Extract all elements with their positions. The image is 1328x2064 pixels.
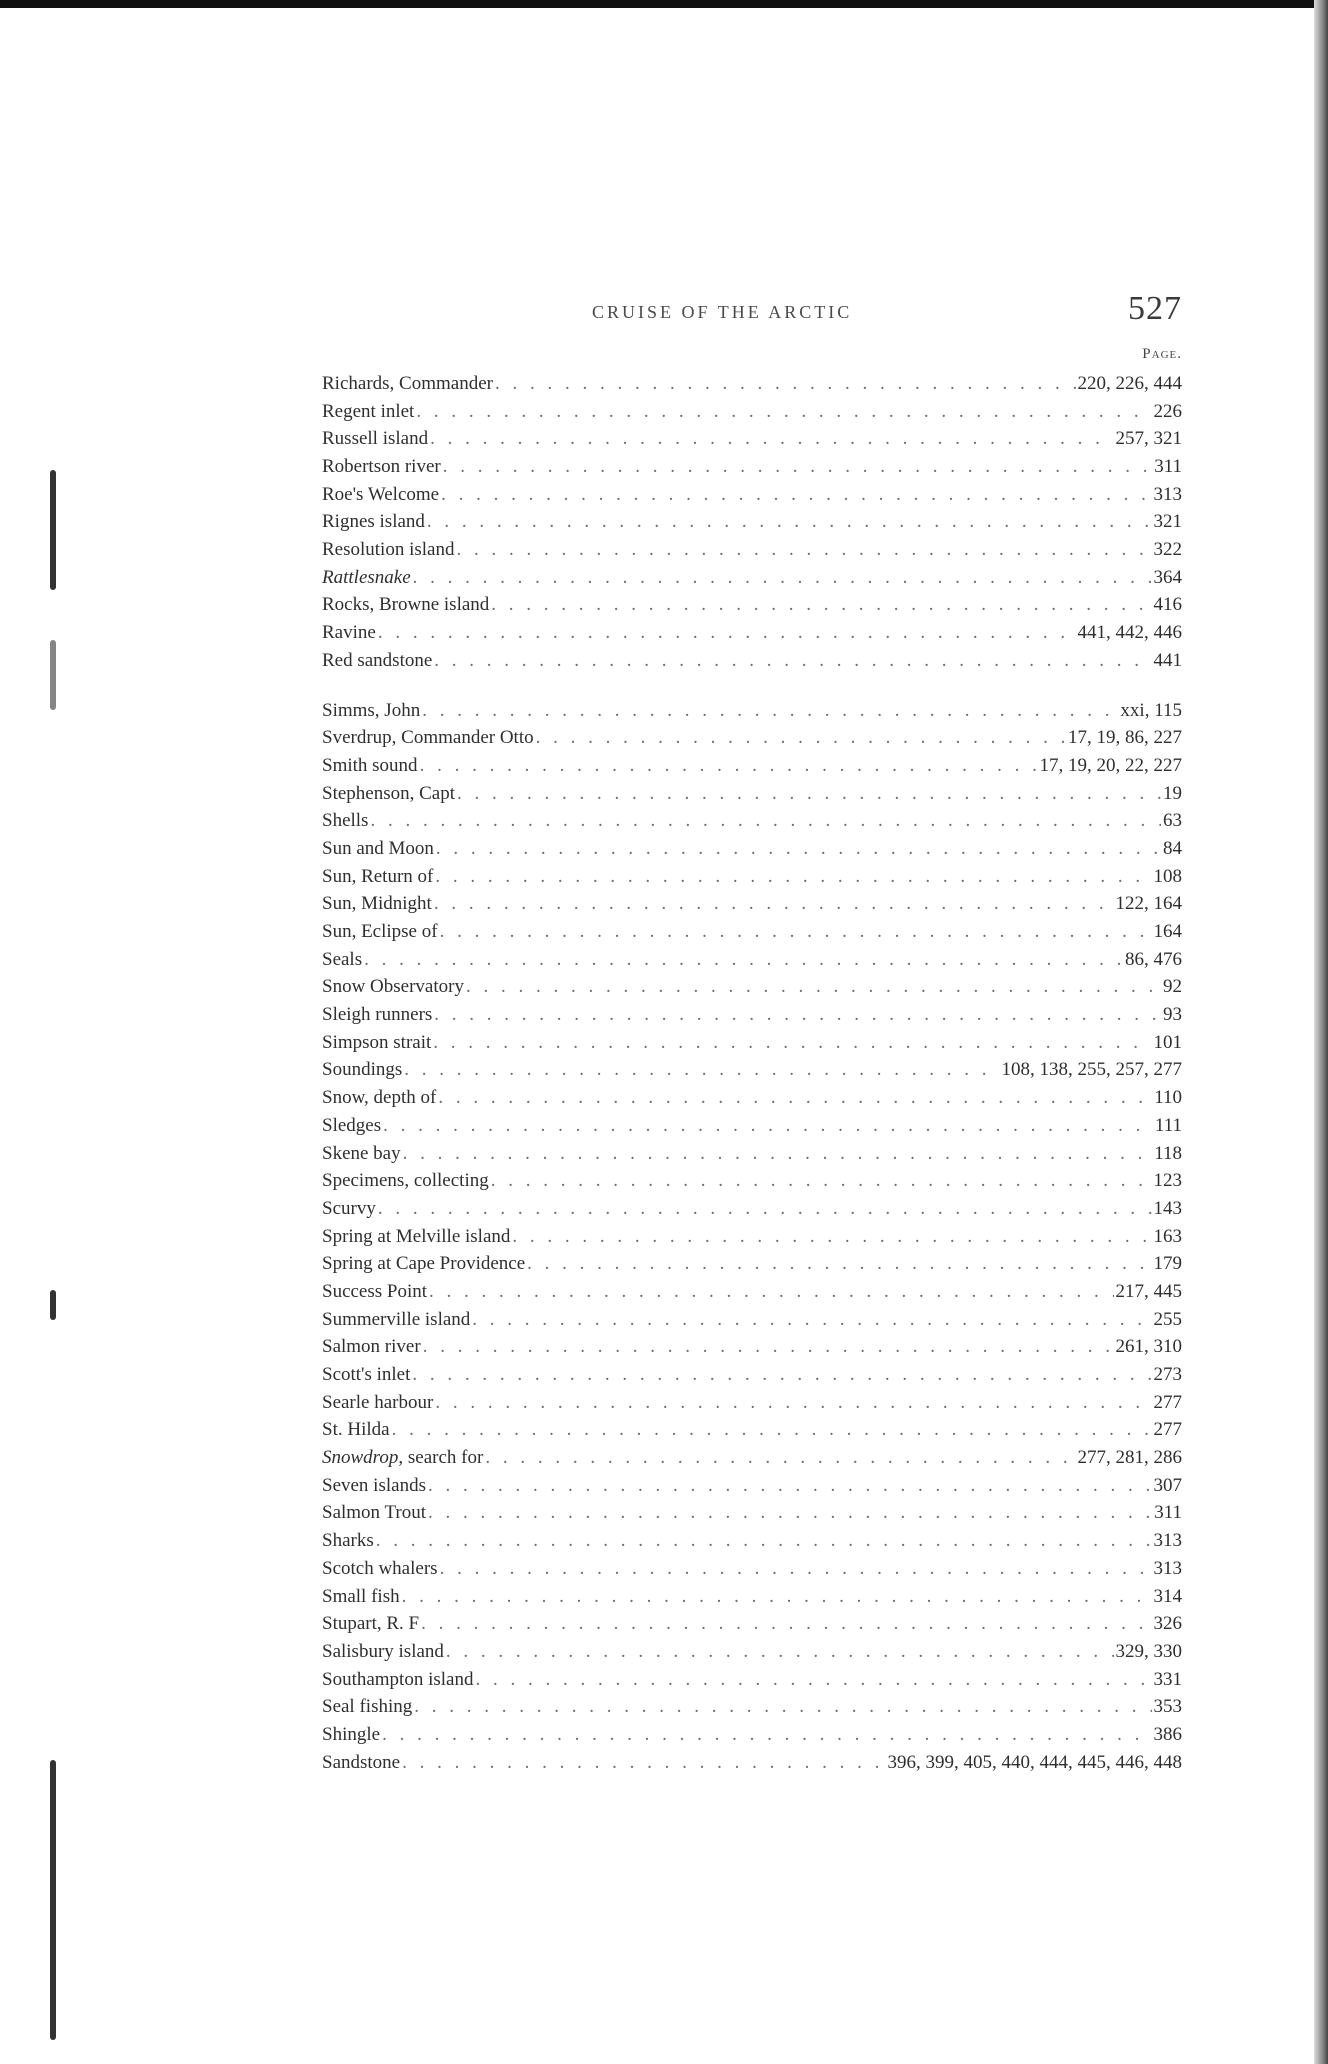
entry-term: Russell island (322, 428, 429, 450)
index-list (322, 370, 1182, 1776)
entry-pages: 441, 442, 446 (1077, 622, 1182, 644)
index-entry (322, 1223, 1182, 1251)
entry-pages: 86, 476 (1125, 948, 1182, 970)
index-entry (322, 863, 1182, 891)
index-entry (322, 1583, 1182, 1611)
entry-term: Sun, Eclipse of (322, 921, 438, 943)
index-page (322, 290, 1182, 1776)
entry-pages: 311 (1154, 456, 1182, 478)
dot-leader (491, 591, 1151, 619)
dot-leader (378, 1195, 1152, 1223)
dot-leader (438, 1084, 1152, 1112)
entry-pages: 163 (1153, 1225, 1182, 1247)
dot-leader (421, 1610, 1151, 1638)
entry-term: Stephenson, Capt (322, 782, 455, 804)
entry-term: Robertson river (322, 456, 441, 478)
entry-term: Red sandstone (322, 649, 433, 671)
entry-term: Spring at Melville island (322, 1225, 511, 1247)
entry-term: Richards, Commander (322, 372, 493, 394)
entry-term: Seven islands (322, 1474, 426, 1496)
entry-term-italic: Snowdrop (322, 1447, 399, 1469)
index-entry (322, 1084, 1182, 1112)
index-entry (322, 1029, 1182, 1057)
dot-leader (428, 1472, 1152, 1500)
dot-leader (435, 863, 1151, 891)
index-entry (322, 370, 1182, 398)
dot-leader (392, 1416, 1152, 1444)
binding-mark (50, 1760, 56, 2040)
index-entry (322, 724, 1182, 752)
dot-leader (382, 1721, 1151, 1749)
dot-leader (402, 1583, 1152, 1611)
entry-term: Stupart, R. F (322, 1613, 420, 1635)
entry-term: Salmon river (322, 1336, 421, 1358)
dot-leader (404, 1056, 999, 1084)
index-entry (322, 890, 1182, 918)
entry-term: Roe's Welcome (322, 483, 440, 505)
dot-leader (416, 398, 1151, 426)
index-entry (322, 453, 1182, 481)
entry-pages: 329, 330 (1115, 1640, 1182, 1662)
entry-pages: 313 (1153, 1530, 1182, 1552)
entry-pages: 93 (1163, 1004, 1182, 1026)
entry-pages: 108 (1153, 865, 1182, 887)
entry-pages: 220, 226, 444 (1077, 372, 1182, 394)
entry-pages: 179 (1153, 1253, 1182, 1275)
index-entry (322, 780, 1182, 808)
entry-term: Sun, Midnight (322, 893, 432, 915)
entry-pages: 110 (1154, 1087, 1182, 1109)
index-entry (322, 946, 1182, 974)
entry-pages: 118 (1154, 1142, 1182, 1164)
entry-term: Small fish (322, 1585, 400, 1607)
entry-term: Southampton island (322, 1668, 474, 1690)
entry-pages: 321 (1153, 511, 1182, 533)
entry-pages: 277, 281, 286 (1077, 1447, 1182, 1469)
index-entry (322, 1140, 1182, 1168)
entry-term: St. Hilda (322, 1419, 390, 1441)
dot-leader (376, 1527, 1152, 1555)
dot-leader (364, 946, 1123, 974)
entry-term: Rocks, Browne island (322, 594, 490, 616)
entry-pages: 331 (1153, 1668, 1182, 1690)
entry-pages: 364 (1153, 566, 1182, 588)
dot-leader (495, 370, 1076, 398)
entry-pages: 396, 399, 405, 440, 444, 445, 446, 448 (887, 1751, 1182, 1773)
index-entry (322, 1057, 1182, 1085)
entry-term: Sverdrup, Commander Otto (322, 727, 534, 749)
dot-leader (434, 647, 1151, 675)
entry-pages: 257, 321 (1115, 428, 1182, 450)
index-entry (322, 752, 1182, 780)
index-entry (322, 1001, 1182, 1029)
entry-pages: 226 (1153, 400, 1182, 422)
entry-term: Resolution island (322, 539, 455, 561)
dot-leader (427, 508, 1152, 536)
entry-pages: 17, 19, 20, 22, 227 (1039, 754, 1182, 776)
dot-leader (430, 425, 1113, 453)
index-entry (322, 1278, 1182, 1306)
dot-leader (378, 619, 1076, 647)
entry-pages: 313 (1153, 483, 1182, 505)
dot-leader (527, 1250, 1151, 1278)
index-entry (322, 508, 1182, 536)
dot-leader (412, 1361, 1151, 1389)
entry-term: Seal fishing (322, 1696, 413, 1718)
entry-pages: 261, 310 (1115, 1336, 1182, 1358)
entry-term: Spring at Cape Providence (322, 1253, 526, 1275)
dot-leader (475, 1666, 1151, 1694)
index-entry (322, 835, 1182, 863)
entry-pages: 311 (1154, 1502, 1182, 1524)
dot-leader (456, 536, 1151, 564)
index-entry (322, 807, 1182, 835)
entry-pages: 307 (1153, 1474, 1182, 1496)
entry-term: Sun, Return of (322, 865, 434, 887)
entry-pages: 353 (1153, 1696, 1182, 1718)
index-entry (322, 1610, 1182, 1638)
index-entry (322, 647, 1182, 675)
entry-term: Scotch whalers (322, 1557, 438, 1579)
entry-pages: 164 (1153, 921, 1182, 943)
index-entry (322, 918, 1182, 946)
entry-term: Summerville island (322, 1308, 471, 1330)
scan-right-edge (1314, 0, 1328, 2064)
index-entry (322, 1638, 1182, 1666)
entry-pages: 84 (1163, 837, 1182, 859)
index-entry (322, 697, 1182, 725)
dot-leader (440, 918, 1152, 946)
index-entry (322, 973, 1182, 1001)
entry-term: Soundings (322, 1059, 403, 1081)
index-entry (322, 481, 1182, 509)
entry-pages: 217, 445 (1115, 1280, 1182, 1302)
dot-leader (436, 835, 1161, 863)
entry-term: Snow, depth of (322, 1087, 437, 1109)
index-entry (322, 1250, 1182, 1278)
index-entry (322, 1527, 1182, 1555)
index-entry (322, 1333, 1182, 1361)
binding-mark (50, 470, 56, 590)
entry-term: Snow Observatory (322, 976, 464, 998)
entry-pages: 326 (1153, 1613, 1182, 1635)
index-entry (322, 536, 1182, 564)
entry-term: Sleigh runners (322, 1004, 433, 1026)
entry-pages: 255 (1153, 1308, 1182, 1330)
entry-term: Rattlesnake (322, 566, 411, 588)
index-entry (322, 1666, 1182, 1694)
dot-leader (422, 697, 1118, 725)
page-column-heading: Page. (1142, 346, 1182, 362)
dot-leader (413, 564, 1152, 592)
entry-pages: 122, 164 (1115, 893, 1182, 915)
dot-leader (428, 1499, 1152, 1527)
dot-leader (423, 1333, 1114, 1361)
entry-term: Shells (322, 810, 369, 832)
dot-leader (383, 1112, 1153, 1140)
entry-pages: 277 (1153, 1391, 1182, 1413)
entry-term: Salisbury island (322, 1640, 444, 1662)
index-entry (322, 592, 1182, 620)
index-entry (322, 1306, 1182, 1334)
dot-leader (512, 1223, 1151, 1251)
dot-leader (434, 890, 1114, 918)
index-entry (322, 619, 1182, 647)
dot-leader (414, 1693, 1151, 1721)
index-entry (322, 1361, 1182, 1389)
entry-pages: 108, 138, 255, 257, 277 (1001, 1059, 1182, 1081)
entry-pages: 273 (1153, 1364, 1182, 1386)
index-entry (322, 1500, 1182, 1528)
entry-pages: 386 (1153, 1723, 1182, 1745)
index-entry (322, 1416, 1182, 1444)
dot-leader (435, 1389, 1151, 1417)
index-entry (322, 1444, 1182, 1472)
entry-term: Skene bay (322, 1142, 401, 1164)
index-entry (322, 398, 1182, 426)
entry-term: Sun and Moon (322, 837, 434, 859)
entry-pages: 17, 19, 86, 227 (1068, 727, 1182, 749)
dot-leader (443, 453, 1152, 481)
dot-leader (370, 807, 1161, 835)
dot-leader (420, 752, 1038, 780)
dot-leader (536, 724, 1066, 752)
entry-pages: 92 (1163, 976, 1182, 998)
entry-pages: xxi, 115 (1120, 699, 1182, 721)
entry-pages: 123 (1153, 1170, 1182, 1192)
entry-term: Searle harbour (322, 1391, 434, 1413)
dot-leader (402, 1749, 885, 1777)
page-number: 527 (1128, 290, 1182, 327)
dot-leader (429, 1278, 1113, 1306)
index-entry (322, 1749, 1182, 1777)
entry-term (322, 1444, 483, 1472)
index-entry (322, 1389, 1182, 1417)
entry-term: Sandstone (322, 1751, 401, 1773)
entry-pages: 63 (1163, 810, 1182, 832)
page-header (322, 290, 1182, 346)
index-entry (322, 1555, 1182, 1583)
index-entry (322, 425, 1182, 453)
index-entry (322, 1721, 1182, 1749)
entry-term: Scott's inlet (322, 1364, 411, 1386)
entry-term: Specimens, collecting (322, 1170, 489, 1192)
entry-term: Rignes island (322, 511, 425, 533)
entry-term: Salmon Trout (322, 1502, 427, 1524)
dot-leader (472, 1306, 1151, 1334)
dot-leader (446, 1638, 1114, 1666)
dot-leader (491, 1167, 1152, 1195)
index-entry (322, 1195, 1182, 1223)
scan-top-edge (0, 0, 1328, 8)
dot-leader (485, 1444, 1075, 1472)
entry-pages: 322 (1153, 539, 1182, 561)
running-title: CRUISE OF THE ARCTIC (592, 302, 853, 322)
binding-mark (50, 1290, 56, 1320)
group-separator (322, 675, 1182, 697)
dot-leader (466, 973, 1161, 1001)
entry-term: Scurvy (322, 1197, 376, 1219)
entry-pages: 313 (1153, 1557, 1182, 1579)
entry-term-rest: , search for (398, 1447, 484, 1469)
index-entry (322, 1112, 1182, 1140)
entry-term: Simms, John (322, 699, 421, 721)
entry-pages: 19 (1163, 782, 1182, 804)
entry-term: Ravine (322, 622, 376, 644)
index-entry (322, 564, 1182, 592)
entry-pages: 441 (1153, 649, 1182, 671)
index-entry (322, 1472, 1182, 1500)
dot-leader (441, 481, 1151, 509)
entry-term: Success Point (322, 1280, 428, 1302)
entry-term: Smith sound (322, 754, 418, 776)
index-entry (322, 1167, 1182, 1195)
dot-leader (403, 1140, 1153, 1168)
dot-leader (440, 1555, 1152, 1583)
dot-leader (434, 1001, 1161, 1029)
dot-leader (457, 780, 1161, 808)
binding-mark (50, 640, 56, 710)
dot-leader (433, 1029, 1151, 1057)
entry-term: Sharks (322, 1530, 374, 1552)
entry-pages: 416 (1153, 594, 1182, 616)
entry-pages: 314 (1153, 1585, 1182, 1607)
entry-term: Seals (322, 948, 363, 970)
entry-pages: 277 (1153, 1419, 1182, 1441)
entry-pages: 111 (1154, 1114, 1182, 1136)
entry-term: Regent inlet (322, 400, 415, 422)
entry-pages: 101 (1153, 1031, 1182, 1053)
entry-term: Shingle (322, 1723, 381, 1745)
entry-term: Simpson strait (322, 1031, 432, 1053)
index-entry (322, 1693, 1182, 1721)
entry-term: Sledges (322, 1114, 382, 1136)
entry-pages: 143 (1153, 1197, 1182, 1219)
